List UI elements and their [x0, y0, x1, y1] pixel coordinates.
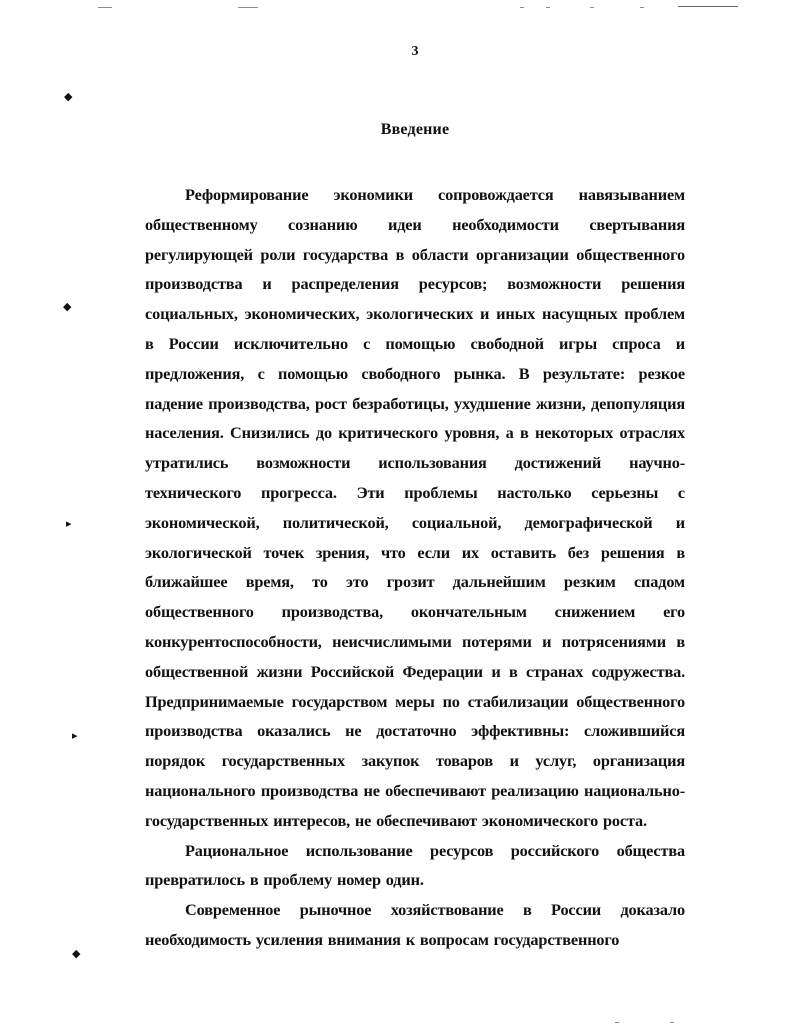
scan-artifact — [590, 7, 594, 8]
page-title: Введение — [380, 121, 450, 138]
margin-mark: ▸ — [66, 518, 72, 530]
margin-mark: ▸ — [72, 730, 78, 742]
margin-mark: ◆ — [63, 301, 72, 313]
scan-artifact — [640, 7, 644, 8]
paragraph: Реформирование экономики сопровождается навязыванием общественному сознанию идеи необходимости свертывания регулирующей роли государства в области организации общественного производства и распределения ресурсов; возможности решения социальных, экономических, экологических и иных насущных проблем в России исключительно с помощью свободной игры спроса и предложения, с помощью свободного рынка. В результате: резкое падение производства, рост безработицы, ухудшение жизни, депопуляция населения. Снизились до критического уровня, а в некоторых отраслях утратились возможности использования достижений научно-технического прогресса. Эти проблемы настолько серьезны с экономической, политической, социальной, демографической и экологической точек зрения, что если их оставить без решения в ближайшее время, то это грозит дальнейшим резким спадом общественного производства, окончательным снижением его конкурентоспособности, неисчислимыми потерями и потрясениями в общественной жизни Российской Федерации и в странах содружества. Предпринимаемые государством меры по стабилизации общественного производства оказались не достаточно эффективны: сложившийся порядок государственных закупок товаров и услуг, организация национального производства не обеспечивают реализацию национально-государственных интересов, не обеспечивают экономического роста. — [145, 185, 685, 830]
body-text — [145, 180, 685, 955]
margin-mark: ◆ — [64, 91, 73, 103]
scan-artifact — [520, 7, 524, 8]
scan-artifact — [238, 7, 258, 8]
scan-artifact — [546, 7, 550, 8]
paragraph: Современное рыночное хозяйствование в России доказало необходимость усиления внимания к вопросам государственного — [145, 900, 685, 949]
scan-artifact — [670, 1022, 674, 1023]
scan-artifact — [98, 7, 112, 8]
scan-artifact — [615, 1022, 619, 1023]
margin-mark: ◆ — [72, 948, 81, 960]
scan-artifact — [678, 6, 738, 7]
paragraph: Рациональное использование ресурсов российского общества превратилось в проблему номер один. — [145, 840, 685, 890]
page-number: 3 — [411, 44, 419, 59]
